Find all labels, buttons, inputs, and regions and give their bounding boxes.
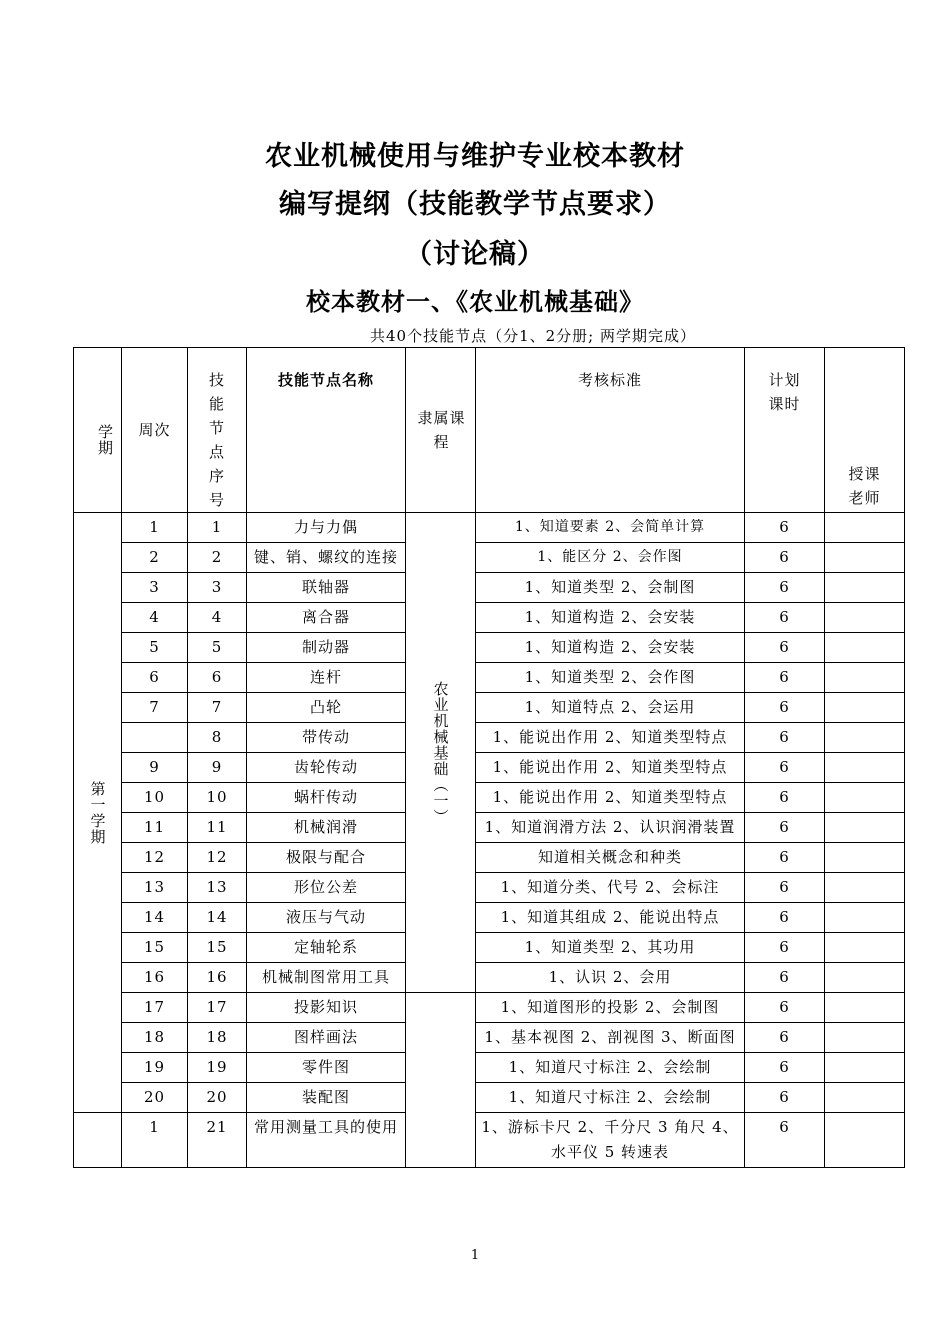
table-row <box>74 663 905 693</box>
standard-cell: 1、知道图形的投影 2、会制图 <box>476 993 745 1023</box>
hours-cell: 6 <box>745 573 825 603</box>
table-row <box>74 513 905 543</box>
hours-cell: 6 <box>745 1113 825 1168</box>
title-line-2: 编写提纲（技能教学节点要求） <box>279 189 671 220</box>
table-row <box>74 843 905 873</box>
hours-cell: 6 <box>745 543 825 573</box>
summary-note: 共40个技能节点（分1、2分册; 两学期完成） <box>370 327 696 345</box>
table-row <box>74 633 905 663</box>
week-cell: 16 <box>122 963 188 993</box>
node-name-cell: 力与力偶 <box>247 513 406 543</box>
header-hours: 计划课时 <box>745 348 825 513</box>
standard-cell: 1、知道尺寸标注 2、会绘制 <box>476 1053 745 1083</box>
week-cell: 14 <box>122 903 188 933</box>
teacher-cell <box>825 783 905 813</box>
node-name-cell: 图样画法 <box>247 1023 406 1053</box>
hours-cell: 6 <box>745 813 825 843</box>
node-no-cell: 7 <box>188 693 247 723</box>
teacher-cell <box>825 813 905 843</box>
week-cell: 20 <box>122 1083 188 1113</box>
node-no-cell: 19 <box>188 1053 247 1083</box>
table-row <box>74 1083 905 1113</box>
table-row <box>74 963 905 993</box>
teacher-cell <box>825 513 905 543</box>
node-name-cell: 形位公差 <box>247 873 406 903</box>
standard-cell: 1、能说出作用 2、知道类型特点 <box>476 753 745 783</box>
hours-cell: 6 <box>745 873 825 903</box>
week-cell: 2 <box>122 543 188 573</box>
table-row <box>74 813 905 843</box>
standard-cell: 1、知道特点 2、会运用 <box>476 693 745 723</box>
node-no-cell: 11 <box>188 813 247 843</box>
hours-cell: 6 <box>745 993 825 1023</box>
node-no-cell: 17 <box>188 993 247 1023</box>
standard-cell: 1、认识 2、会用 <box>476 963 745 993</box>
header-node-name: 技能节点名称 <box>247 348 406 513</box>
hours-cell: 6 <box>745 933 825 963</box>
node-no-cell: 5 <box>188 633 247 663</box>
node-name-cell: 制动器 <box>247 633 406 663</box>
teacher-cell <box>825 843 905 873</box>
standard-cell: 1、能说出作用 2、知道类型特点 <box>476 723 745 753</box>
header-node-no: 技能节点序号 <box>188 348 247 513</box>
week-cell: 5 <box>122 633 188 663</box>
node-name-cell: 凸轮 <box>247 693 406 723</box>
table-row <box>74 873 905 903</box>
course-cell: 农业机械基础（一） <box>406 513 476 993</box>
teacher-cell <box>825 993 905 1023</box>
standard-cell: 1、知道尺寸标注 2、会绘制 <box>476 1083 745 1113</box>
standard-cell: 1、基本视图 2、剖视图 3、断面图 <box>476 1023 745 1053</box>
table-row <box>74 903 905 933</box>
table-row <box>74 1023 905 1053</box>
teacher-cell <box>825 693 905 723</box>
skill-node-table <box>73 347 905 1168</box>
semester-cell: 第一学期 <box>74 513 122 1113</box>
standard-cell: 1、知道构造 2、会安装 <box>476 603 745 633</box>
title-line-1: 农业机械使用与维护专业校本教材 <box>265 141 685 172</box>
teacher-cell <box>825 963 905 993</box>
teacher-cell <box>825 573 905 603</box>
week-cell: 19 <box>122 1053 188 1083</box>
standard-cell: 知道相关概念和种类 <box>476 843 745 873</box>
node-name-cell: 连杆 <box>247 663 406 693</box>
standard-cell: 1、能说出作用 2、知道类型特点 <box>476 783 745 813</box>
table-row <box>74 693 905 723</box>
node-name-cell: 定轴轮系 <box>247 933 406 963</box>
node-name-cell: 机械制图常用工具 <box>247 963 406 993</box>
node-name-cell: 投影知识 <box>247 993 406 1023</box>
standard-cell: 1、知道类型 2、会制图 <box>476 573 745 603</box>
teacher-cell <box>825 603 905 633</box>
hours-cell: 6 <box>745 633 825 663</box>
standard-cell: 1、知道其组成 2、能说出特点 <box>476 903 745 933</box>
teacher-cell <box>825 1113 905 1168</box>
teacher-cell <box>825 723 905 753</box>
header-course: 隶属课程 <box>406 348 476 513</box>
teacher-cell <box>825 1053 905 1083</box>
node-name-cell: 齿轮传动 <box>247 753 406 783</box>
node-name-cell: 离合器 <box>247 603 406 633</box>
node-no-cell: 4 <box>188 603 247 633</box>
week-cell <box>122 723 188 753</box>
node-name-cell: 装配图 <box>247 1083 406 1113</box>
node-no-cell: 13 <box>188 873 247 903</box>
node-no-cell: 3 <box>188 573 247 603</box>
teacher-cell <box>825 1083 905 1113</box>
table-body <box>74 513 905 1168</box>
header-week: 周次 <box>122 348 188 513</box>
node-name-cell: 零件图 <box>247 1053 406 1083</box>
hours-cell: 6 <box>745 723 825 753</box>
node-no-cell: 16 <box>188 963 247 993</box>
hours-cell: 6 <box>745 1053 825 1083</box>
table-row <box>74 573 905 603</box>
standard-cell: 1、知道类型 2、会作图 <box>476 663 745 693</box>
node-no-cell: 9 <box>188 753 247 783</box>
teacher-cell <box>825 633 905 663</box>
hours-cell: 6 <box>745 843 825 873</box>
hours-cell: 6 <box>745 1023 825 1053</box>
node-no-cell: 15 <box>188 933 247 963</box>
standard-cell: 1、知道构造 2、会安装 <box>476 633 745 663</box>
week-cell: 15 <box>122 933 188 963</box>
node-no-cell: 8 <box>188 723 247 753</box>
semester-cell-next <box>74 1113 122 1168</box>
node-name-cell: 联轴器 <box>247 573 406 603</box>
hours-cell: 6 <box>745 513 825 543</box>
teacher-cell <box>825 873 905 903</box>
hours-cell: 6 <box>745 693 825 723</box>
hours-cell: 6 <box>745 783 825 813</box>
node-no-cell: 6 <box>188 663 247 693</box>
node-name-cell: 蜗杆传动 <box>247 783 406 813</box>
node-no-cell: 1 <box>188 513 247 543</box>
standard-cell: 1、游标卡尺 2、千分尺 3 角尺 4、水平仪 5 转速表 <box>476 1113 745 1168</box>
week-cell: 6 <box>122 663 188 693</box>
node-name-cell: 键、销、螺纹的连接 <box>247 543 406 573</box>
node-name-cell: 带传动 <box>247 723 406 753</box>
node-name-cell: 机械润滑 <box>247 813 406 843</box>
week-cell: 1 <box>122 1113 188 1168</box>
teacher-cell <box>825 663 905 693</box>
week-cell: 17 <box>122 993 188 1023</box>
standard-cell: 1、知道要素 2、会简单计算 <box>476 513 745 543</box>
week-cell: 11 <box>122 813 188 843</box>
node-no-cell: 12 <box>188 843 247 873</box>
standard-cell: 1、知道类型 2、其功用 <box>476 933 745 963</box>
hours-cell: 6 <box>745 663 825 693</box>
standard-cell: 1、知道分类、代号 2、会标注 <box>476 873 745 903</box>
standard-cell: 1、能区分 2、会作图 <box>476 543 745 573</box>
node-no-cell: 21 <box>188 1113 247 1168</box>
teacher-cell <box>825 753 905 783</box>
teacher-cell <box>825 903 905 933</box>
node-no-cell: 10 <box>188 783 247 813</box>
table-row <box>74 1053 905 1083</box>
hours-cell: 6 <box>745 753 825 783</box>
title-line-3: （讨论稿） <box>405 239 545 270</box>
hours-cell: 6 <box>745 1083 825 1113</box>
week-cell: 4 <box>122 603 188 633</box>
header-semester: 学期 <box>74 348 122 513</box>
table-row <box>74 753 905 783</box>
week-cell: 12 <box>122 843 188 873</box>
table-row <box>74 543 905 573</box>
teacher-cell <box>825 933 905 963</box>
hours-cell: 6 <box>745 603 825 633</box>
table-row <box>74 723 905 753</box>
table-row <box>74 603 905 633</box>
week-cell: 3 <box>122 573 188 603</box>
node-name-cell: 常用测量工具的使用 <box>247 1113 406 1168</box>
node-no-cell: 14 <box>188 903 247 933</box>
table-row <box>74 993 905 1023</box>
node-no-cell: 2 <box>188 543 247 573</box>
hours-cell: 6 <box>745 903 825 933</box>
node-name-cell: 液压与气动 <box>247 903 406 933</box>
week-cell: 18 <box>122 1023 188 1053</box>
header-row <box>74 348 905 513</box>
subtitle: 校本教材一、《农业机械基础》 <box>306 288 644 316</box>
week-cell: 1 <box>122 513 188 543</box>
page-number: 1 <box>470 1248 480 1263</box>
node-name-cell: 极限与配合 <box>247 843 406 873</box>
week-cell: 10 <box>122 783 188 813</box>
node-no-cell: 18 <box>188 1023 247 1053</box>
hours-cell: 6 <box>745 963 825 993</box>
week-cell: 13 <box>122 873 188 903</box>
table-row <box>74 933 905 963</box>
table-row <box>74 1113 905 1168</box>
week-cell: 9 <box>122 753 188 783</box>
course-cell-next <box>406 993 476 1168</box>
header-standard: 考核标准 <box>476 348 745 513</box>
teacher-cell <box>825 543 905 573</box>
header-teacher: 授课老师 <box>825 348 905 513</box>
standard-cell: 1、知道润滑方法 2、认识润滑装置 <box>476 813 745 843</box>
teacher-cell <box>825 1023 905 1053</box>
week-cell: 7 <box>122 693 188 723</box>
table-row <box>74 783 905 813</box>
node-no-cell: 20 <box>188 1083 247 1113</box>
